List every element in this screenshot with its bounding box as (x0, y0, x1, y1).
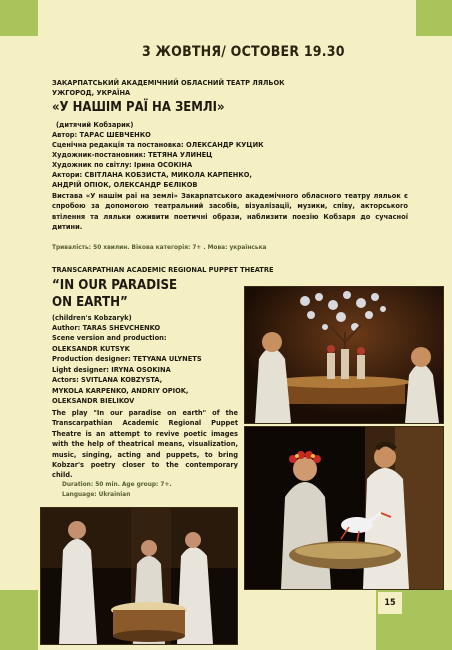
ua-credit-line: Художник по світлу: Ірина ОСОКІНА (52, 160, 193, 169)
ua-city: УЖГОРОД, УКРАЇНА (52, 88, 131, 97)
ua-credit-line: АНДРІЙ ОПІОК, ОЛЕКСАНДР БЄЛІКОВ (52, 180, 198, 189)
en-duration: Duration: 50 min. Age group: 7+. (62, 480, 172, 488)
top-band-cutout (38, 0, 416, 36)
en-credit-line: Actors: SVITLANA KOBZYSTA, (52, 375, 163, 384)
ua-credit-line: Автор: ТАРАС ШЕВЧЕНКО (52, 130, 151, 139)
ua-description: Вистава «У нашім раї на землі» Закарпатського академічного обласного театру ляльок є спробою за допомогою театральний засобів, візуалізації, музики, співу, акторського втілення та ляльки оживити поетичні образи, наблизити поезію Кобзаря до сучасної дитини. (52, 191, 408, 232)
stage-photo-stork (244, 426, 444, 590)
performance-date: 3 ЖОВТНЯ/ OCTOBER 19.30 (142, 44, 345, 60)
ua-credit-line: Сценічна редакція та постановка: ОЛЕКСАНДР КУЦИК (52, 140, 264, 149)
en-description: The play "In our paradise on earth" of the Transcarpathian Academic Regional Puppet Theatre is an attempt to revive poetic images with the help of theatrical means, visualization, music, singing, acting and puppets, to bring Kobzar's poetry closer to the contemporary child. (52, 408, 238, 480)
ua-show-title: «У НАШІМ РАЇ НА ЗЕМЛІ» (52, 100, 225, 115)
ua-theatre-name: ЗАКАРПАТСЬКИЙ АКАДЕМІЧНИЙ ОБЛАСНИЙ ТЕАТР ЛЯЛЬОК (52, 78, 285, 87)
stage-photo-puppets (244, 286, 444, 424)
en-theatre-name: TRANSCARPATHIAN ACADEMIC REGIONAL PUPPET THEATRE (52, 265, 274, 274)
en-language: Language: Ukrainian (62, 490, 131, 498)
en-credit-line: MYKOLA KARPENKO, ANDRIY OPIOK, (52, 386, 189, 395)
stage-photo-actors (40, 507, 238, 645)
ua-duration-info: Тривалість: 50 хвилин. Вікова категорія: 7+ . Мова: українська (52, 243, 267, 251)
page-number: 15 (378, 592, 402, 614)
en-credit-line: Light designer: IRYNA OSOKINA (52, 365, 171, 374)
ua-subtitle: (дитячий Кобзарик) (56, 120, 134, 129)
en-credit-line: OLEKSANDR KUTSYK (52, 344, 130, 353)
en-show-title-line1: “IN OUR PARADISE (52, 278, 178, 293)
ua-credit-line: Художник-постановник: ТЕТЯНА УЛИНЕЦ (52, 150, 213, 159)
en-credit-line: OLEKSANDR BIELIKOV (52, 396, 135, 405)
en-credit-line: Production designer: TETYANA ULYNETS (52, 354, 202, 363)
en-credit-line: (children's Kobzaryk) (52, 313, 132, 322)
en-show-title-line2: ON EARTH” (52, 295, 128, 310)
ua-credit-line: Актори: СВІТЛАНА КОБЗИСТА, МИКОЛА КАРПЕНКО, (52, 170, 252, 179)
en-credit-line: Scene version and production: (52, 333, 167, 342)
en-credit-line: Author: TARAS SHEVCHENKO (52, 323, 161, 332)
